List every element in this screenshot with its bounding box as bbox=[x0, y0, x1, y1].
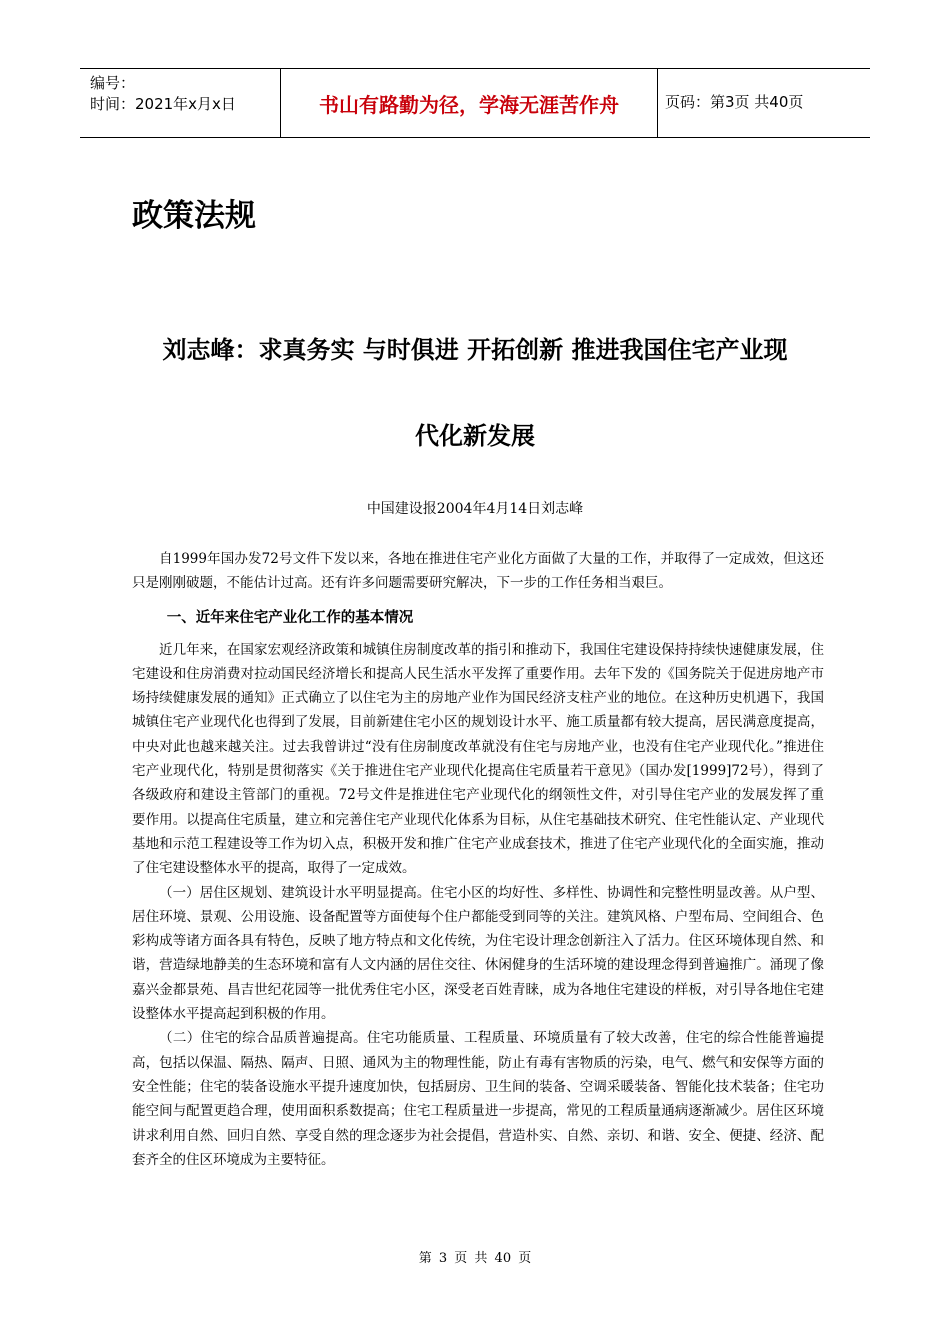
section-title: 政策法规 bbox=[132, 198, 256, 234]
date-line: 时间：2021年x月x日 bbox=[90, 95, 236, 113]
page-footer: 第 3 页 共 40 页 bbox=[418, 1251, 532, 1266]
header-page-info: 页码：第3页 共40页 bbox=[665, 93, 804, 111]
number-label: 编号： bbox=[90, 74, 136, 92]
body-paragraph: （二）住宅的综合品质普遍提高。住宅功能质量、工程质量、环境质量有了较大改善，住宅的综合性能普遍提高，包括以保温、隔热、隔声、日照、通风为主的物理性能，防止有毒有害物质的污染，电气、燃气和安保等方面的安全性能；住宅的装备设施水平提升速度加快，包括厨房、卫生间的装备、空调采暖装备、智能化技术装备；住宅功能空间与配置更趋合理，使用面积系数提高；住宅工程质量进一步提高，常见的工程质量通病逐渐减少。居住区环境讲求利用自然、回归自然、享受自然的理念逐步为社会提倡，营造朴实、自然、亲切、和谐、安全、便捷、经济、配套齐全的住区环境成为主要特征。 bbox=[132, 1030, 824, 1168]
article-title-line-2: 代化新发展 bbox=[415, 422, 535, 450]
intro-paragraph: 自1999年国办发72号文件下发以来，各地在推进住宅产业化方面做了大量的工作，并取得了一定成效，但这还只是刚刚破题，不能估计过高。还有许多问题需要研究解决，下一步的工作任务相当艰巨。 bbox=[132, 551, 824, 592]
article-source: 中国建设报2004年4月14日刘志峰 bbox=[366, 501, 584, 517]
body-paragraph: 近几年来，在国家宏观经济政策和城镇住房制度改革的指引和推动下，我国住宅建设保持持续快速健康发展，住宅建设和住房消费对拉动国民经济增长和提高人民生活水平发挥了重要作用。去年下发的《国务院关于促进房地产市场持续健康发展的通知》正式确立了以住宅为主的房地产业作为国民经济支柱产业的地位。在这种历史机遇下，我国城镇住宅产业现代化也得到了发展，目前新建住宅小区的规划设计水平、施工质量都有较大提高，居民满意度提高，中央对此也越来越关注。过去我曾讲过“没有住房制度改革就没有住宅与房地产业，也没有住宅产业现代化。”推进住宅产业现代化，特别是贯彻落实《关于推进住宅产业现代化提高住宅质量若干意见》（国办发[1999]72号），得到了各级政府和建设主管部门的重视。72号文件是推进住宅产业现代化的纲领性文件，对引导住宅产业的发展发挥了重要作用。以提高住宅质量，建立和完善住宅产业现代化体系为目标，从住宅基础技术研究、住宅性能认定、产业现代基地和示范工程建设等工作为切入点，积极开发和推广住宅产业成套技术，推进了住宅产业现代化的全面实施，推动了住宅建设整体水平的提高，取得了一定成效。 bbox=[132, 641, 824, 877]
page-header bbox=[80, 68, 870, 138]
section-heading: 一、近年来住宅产业化工作的基本情况 bbox=[166, 609, 414, 626]
header-meta bbox=[90, 73, 236, 115]
article-body bbox=[132, 547, 824, 1172]
header-divider bbox=[657, 69, 658, 137]
header-motto: 书山有路勤为径，学海无涯苦作舟 bbox=[319, 92, 619, 117]
article-title-line-1: 刘志峰：求真务实 与时俱进 开拓创新 推进我国住宅产业现 bbox=[162, 336, 788, 364]
body-paragraph: （一）居住区规划、建筑设计水平明显提高。住宅小区的均好性、多样性、协调性和完整性明显改善。从户型、居住环境、景观、公用设施、设备配置等方面使每个住户都能受到同等的关注。建筑风格、户型布局、空间组合、色彩构成等诸方面各具有特色，反映了地方特点和文化传统，为住宅设计理念创新注入了活力。住区环境体现自然、和谐，营造绿地静美的生态环境和富有人文内涵的居住交往、休闲健身的生活环境的建设理念得到普遍推广。涌现了像嘉兴金都景苑、昌吉世纪花园等一批优秀住宅小区，深受老百姓青睐，成为各地住宅建设的样板，对引导各地住宅建设整体水平提高起到积极的作用。 bbox=[132, 884, 824, 1023]
